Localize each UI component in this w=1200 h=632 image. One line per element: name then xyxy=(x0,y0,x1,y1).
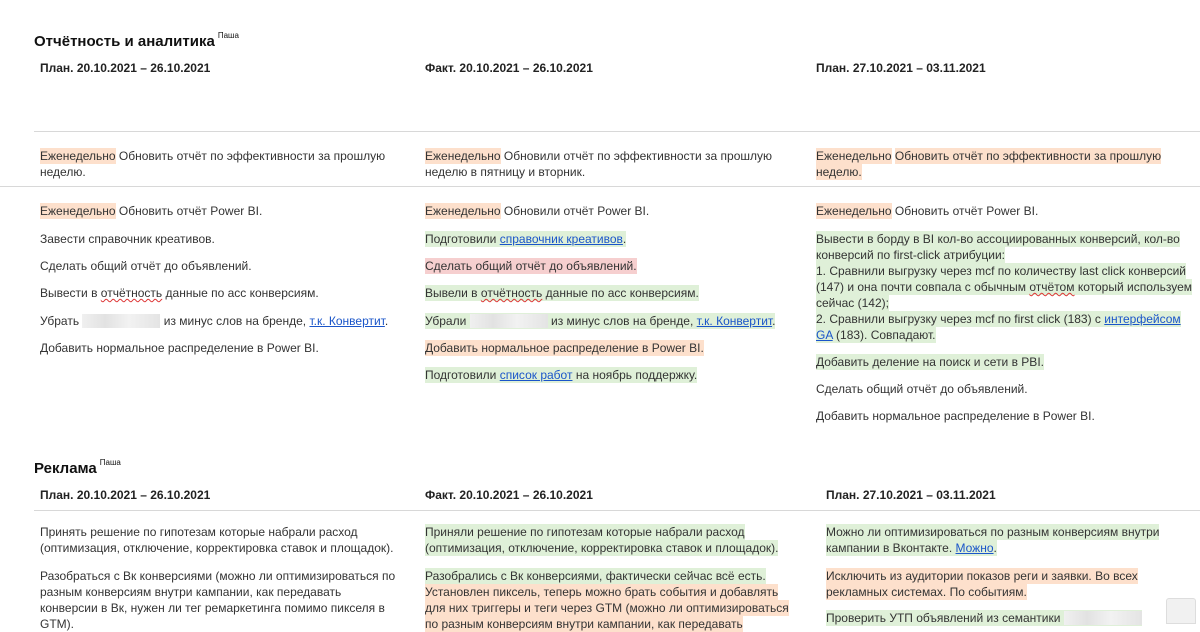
column-header-next-plan: План. 27.10.2021 – 03.11.2021 xyxy=(816,61,986,75)
redacted-text xyxy=(1064,611,1142,625)
reporting-plan-weekly: Еженедельно Обновить отчёт по эффективности за прошлую неделю. xyxy=(40,149,386,179)
list-item: Сделать общий отчёт до объявлений. xyxy=(816,382,1028,396)
list-item: Убрать из минус слов на бренде, т.к. Конвертит. xyxy=(40,314,389,328)
divider xyxy=(34,131,1200,132)
column-header-plan: План. 20.10.2021 – 26.10.2021 xyxy=(40,488,211,502)
reporting-fact-weekly: Еженедельно Обновили отчёт по эффективности за прошлую неделю в пятницу и вторник. xyxy=(425,149,773,179)
list-item: Еженедельно Обновили отчёт Power BI. xyxy=(425,204,650,218)
divider xyxy=(0,186,1200,187)
list-item: Проверить УТП объявлений из семантики xyxy=(826,610,1142,626)
link-converts[interactable]: т.к. Конвертит xyxy=(309,314,385,328)
divider xyxy=(34,510,1200,511)
weekly-tag: Еженедельно xyxy=(816,149,892,163)
list-item: Вывести в отчётность данные по асс конверсиям. xyxy=(40,286,319,300)
weekly-tag: Еженедельно xyxy=(816,204,892,218)
link-converts[interactable]: т.к. Конвертит xyxy=(696,314,773,328)
section-title-reporting: Отчётность и аналитика $^{Паша}$ xyxy=(34,31,239,50)
weekly-tag: Еженедельно xyxy=(425,204,501,218)
redacted-text xyxy=(82,314,160,328)
list-item: Разобрались с Вк конверсиями, фактически сейчас всё есть. Установлен пиксель, теперь можно брать события и добавлять для них триггеры и теги через GTM (можно ли оптимизироваться по разным конверсиям внутри кампании, как передавать xyxy=(425,569,789,631)
list-item: Принять решение по гипотезам которые набрали расход (оптимизация, отключение, корректировка ставок и площадок). xyxy=(40,525,394,555)
weekly-tag: Еженедельно xyxy=(425,149,501,163)
weekly-tag: Еженедельно xyxy=(40,149,116,163)
list-item-bi-board: Вывести в борду в BI кол-во ассоциированных конверсий, кол-во конверсий по first-click атрибуции: 1. Сравнили выгрузку через mcf по количеству last click конверсий (147) и она почти совпала с обычным отчётом который используем сейчас (142); 2. Сравнили выгрузку через mcf по first click (183) с интерфейсом GA (183). Совпадают. xyxy=(816,232,1193,342)
list-item: Еженедельно Обновить отчёт Power BI. xyxy=(816,204,1039,218)
owner-label: Паша xyxy=(99,458,121,467)
redacted-text xyxy=(470,314,548,328)
list-item: Вывели в отчётность данные по асс конверсиям. xyxy=(425,286,699,300)
list-item: Исключить из аудитории показов реги и заявки. Во всех рекламных системах. По событиям. xyxy=(826,569,1138,599)
list-item: Разобраться с Вк конверсиями (можно ли оптимизироваться по разным конверсиям внутри кампании, как передавать конверсии в Вк, нужен ли тег ремаркетинга помимо пикселя в GTM). xyxy=(40,569,396,631)
list-item: Добавить нормальное распределение в Power BI. xyxy=(816,409,1095,423)
column-header-plan: План. 20.10.2021 – 26.10.2021 xyxy=(40,61,211,75)
link-work-list[interactable]: список работ xyxy=(499,368,573,382)
link-interface[interactable]: интерфейсом xyxy=(1104,312,1181,326)
list-item: Еженедельно Обновить отчёт Power BI. xyxy=(40,204,263,218)
weekly-tag: Еженедельно xyxy=(40,204,116,218)
reporting-next-weekly: Еженедельно Обновить отчёт по эффективности за прошлую неделю. xyxy=(816,149,1162,179)
column-header-fact: Факт. 20.10.2021 – 26.10.2021 xyxy=(425,488,593,502)
column-header-next-plan: План. 27.10.2021 – 03.11.2021 xyxy=(826,488,996,502)
scroll-handle[interactable] xyxy=(1166,598,1196,624)
list-item: Убрали из минус слов на бренде, т.к. Конвертит. xyxy=(425,314,776,328)
list-item: Сделать общий отчёт до объявлений. xyxy=(425,259,637,273)
list-item: Завести справочник креативов. xyxy=(40,232,215,246)
column-header-fact: Факт. 20.10.2021 – 26.10.2021 xyxy=(425,61,593,75)
link-can[interactable]: Можно xyxy=(955,541,994,555)
list-item: Сделать общий отчёт до объявлений. xyxy=(40,259,252,273)
list-item: Добавить нормальное распределение в Power BI. xyxy=(40,341,319,355)
list-item: Подготовили список работ на ноябрь поддержку. xyxy=(425,368,698,382)
list-item: Добавить нормальное распределение в Power BI. xyxy=(425,341,704,355)
link-creatives-directory[interactable]: справочник креативов xyxy=(499,232,623,246)
owner-label: Паша xyxy=(217,31,239,40)
list-item: Подготовили справочник креативов. xyxy=(425,232,627,246)
list-item: Добавить деление на поиск и сети в PBI. xyxy=(816,355,1044,369)
list-item: Приняли решение по гипотезам которые набрали расход (оптимизация, отключение, корректировка ставок и площадок). xyxy=(425,525,779,555)
link-ga[interactable]: GA xyxy=(816,328,833,342)
list-item: Можно ли оптимизироваться по разным конверсиям внутри кампании в Вконтакте. Можно. xyxy=(826,525,1160,555)
section-title-ads: Реклама $^{Паша}$ xyxy=(34,458,121,477)
